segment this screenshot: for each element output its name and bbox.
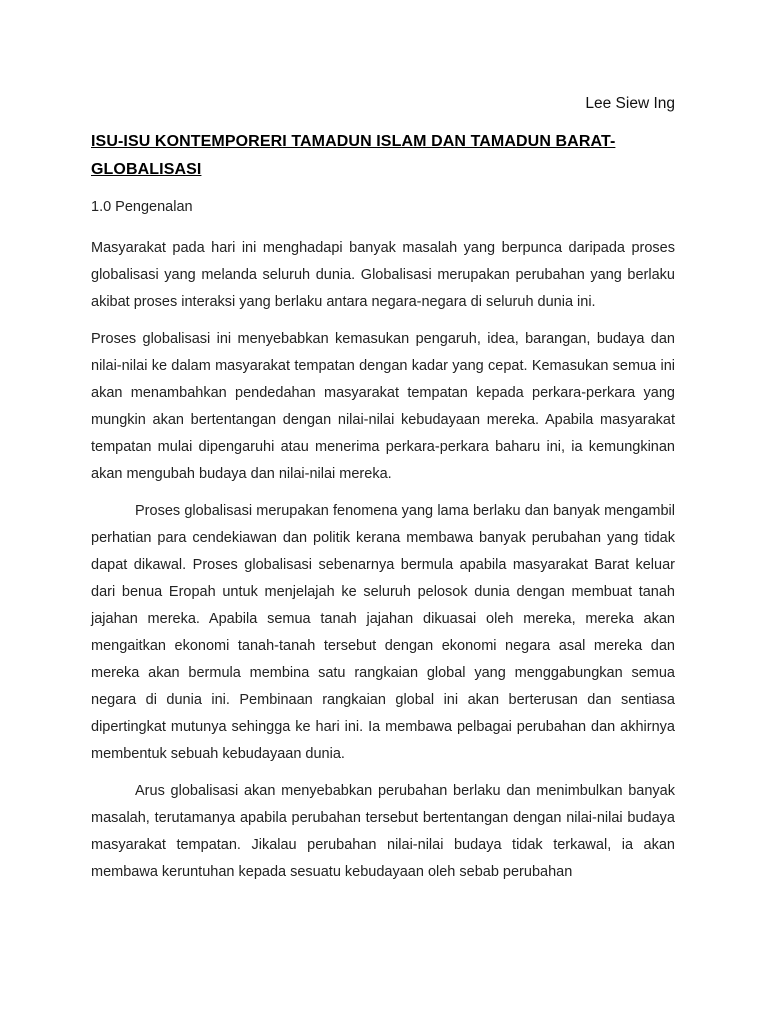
document-title: ISU-ISU KONTEMPORERI TAMADUN ISLAM DAN TAMADUN BARAT-GLOBALISASI <box>91 133 616 178</box>
paragraph-2: Proses globalisasi ini menyebabkan kemasukan pengaruh, idea, barangan, budaya dan nilai-nilai ke dalam masyarakat tempatan dengan kadar yang cepat. Kemasukan semua ini akan menambahkan pendedahan masyarakat tempatan kepada perkara-perkara yang mungkin akan bertentangan dengan nilai-nilai kebudayaan mereka. Apabila masyarakat tempatan mulai dipengaruhi atau menerima perkara-perkara baharu ini, ia kemungkinan akan mengubah budaya dan nilai-nilai mereka. <box>91 331 675 482</box>
author-name: Lee Siew Ing <box>585 95 675 112</box>
paragraph-4: Arus globalisasi akan menyebabkan perubahan berlaku dan menimbulkan banyak masalah, terutamanya apabila perubahan tersebut bertentangan dengan nilai-nilai budaya masyarakat tempatan. Jikalau perubahan nilai-nilai budaya tidak terkawal, ia akan membawa keruntuhan kepada sesuatu kebudayaan oleh sebab perubahan <box>91 783 675 880</box>
section-heading: 1.0 Pengenalan <box>91 199 193 215</box>
paragraph-1: Masyarakat pada hari ini menghadapi banyak masalah yang berpunca daripada proses globalisasi yang melanda seluruh dunia. Globalisasi merupakan perubahan yang berlaku akibat proses interaksi yang berlaku antara negara-negara di seluruh dunia ini. <box>91 240 675 310</box>
document-page <box>91 92 675 896</box>
paragraph-3: Proses globalisasi merupakan fenomena yang lama berlaku dan banyak mengambil perhatian para cendekiawan dan politik kerana membawa banyak perubahan yang tidak dapat dikawal. Proses globalisasi sebenarnya bermula apabila masyarakat Barat keluar dari benua Eropah untuk menjelajah ke seluruh pelosok dunia dengan membuat tanah jajahan mereka. Apabila semua tanah jajahan dikuasai oleh mereka, mereka akan mengaitkan ekonomi tanah-tanah tersebut dengan ekonomi negara asal mereka dan mereka akan bermula membina satu rangkaian global yang menggabungkan semua negara di dunia ini. Pembinaan rangkaian global ini akan berterusan dan sentiasa dipertingkat mutunya sehingga ke hari ini. Ia membawa pelbagai perubahan dan akhirnya membentuk sebuah kebudayaan dunia. <box>91 503 675 762</box>
